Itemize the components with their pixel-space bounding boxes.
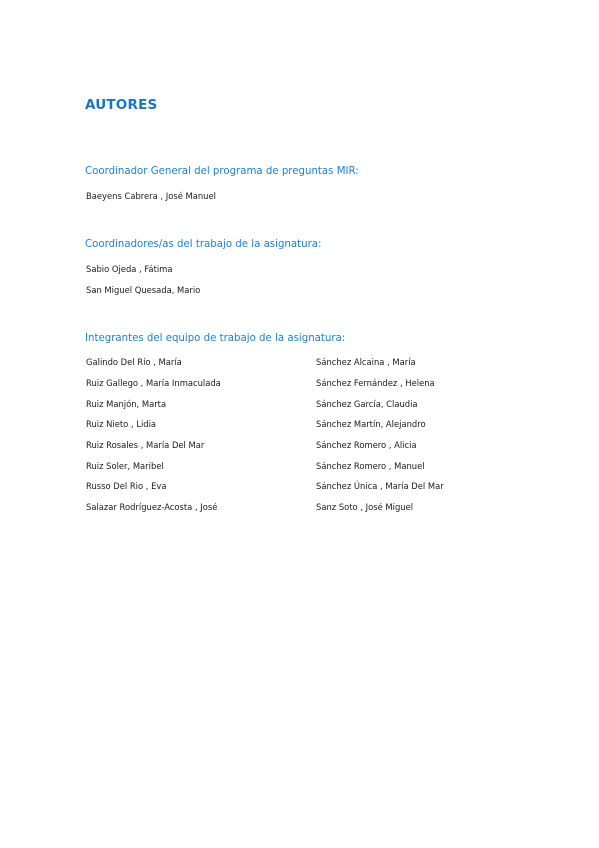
team-member-name: Sánchez Alcaina , María — [316, 357, 416, 367]
team-member-name: Sanz Soto , José Miguel — [316, 502, 414, 512]
subject-coordinators-heading: Coordinadores/as del trabajo de la asignatura: — [85, 239, 322, 250]
team-member-name: Galindo Del Río , María — [86, 357, 182, 367]
team-member-name: Russo Del Rio , Eva — [86, 481, 167, 491]
subject-coordinator-name: Sabio Ojeda , Fátima — [86, 264, 173, 274]
team-member-name: Ruiz Rosales , María Del Mar — [86, 440, 205, 450]
team-member-name: Sánchez Romero , Manuel — [316, 461, 425, 471]
page-title: AUTORES — [85, 97, 158, 113]
team-member-name: Ruiz Manjón, Marta — [86, 399, 167, 409]
team-member-name: Ruiz Nieto , Lidia — [86, 419, 157, 429]
team-member-name: Salazar Rodríguez-Acosta , José — [86, 502, 218, 512]
general-coordinator-name: Baeyens Cabrera , José Manuel — [86, 191, 216, 201]
team-member-name: Sánchez Fernández , Helena — [316, 378, 435, 388]
subject-coordinator-name: San Miguel Quesada, Mario — [86, 285, 201, 295]
team-member-name: Sánchez García, Claudia — [316, 399, 418, 409]
team-member-name: Sánchez Romero , Alicia — [316, 440, 417, 450]
team-member-name: Sánchez Única , María Del Mar — [316, 481, 444, 491]
team-members-heading: Integrantes del equipo de trabajo de la asignatura: — [85, 333, 346, 344]
team-member-name: Sánchez Martín, Alejandro — [316, 419, 426, 429]
team-member-name: Ruiz Gallego , María Inmaculada — [86, 378, 221, 388]
general-coordinator-heading: Coordinador General del programa de preguntas MIR: — [85, 166, 359, 177]
team-member-name: Ruiz Soler, Maribel — [86, 461, 164, 471]
